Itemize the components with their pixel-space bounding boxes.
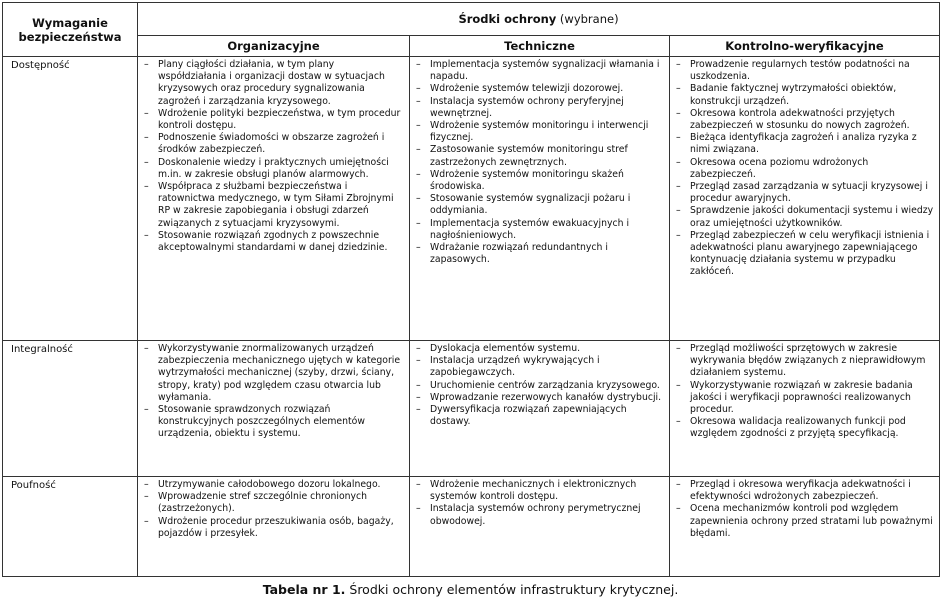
list-item-text: Sprawdzenie jakości dokumentacji systemu i wiedzy oraz umiejętności użytkowników. — [690, 205, 934, 229]
list-item-text: Instalacja systemów ochrony perymetrycznej obwodowej. — [430, 503, 641, 527]
table-header-row — [3, 3, 940, 36]
list-item-text: Ocena mechanizmów kontroli pod względem zapewnienia ochrony przed stratami lub poważnymi błędami. — [690, 503, 933, 539]
dash-marker: – — [416, 242, 421, 254]
dash-marker: – — [676, 59, 681, 70]
list-item — [670, 380, 935, 417]
organizational-cell — [138, 341, 410, 477]
dash-marker: – — [416, 83, 421, 95]
dash-marker: – — [144, 404, 149, 416]
dash-marker: – — [416, 503, 421, 515]
dash-marker: – — [676, 156, 681, 168]
list-item — [410, 120, 665, 144]
dash-marker: – — [676, 107, 681, 119]
list-item-text: Przegląd możliwości sprzętowych w zakresie wykrywania błędów związanych z nieprawidłowym działaniem systemu. — [690, 343, 926, 379]
control-cell — [670, 57, 940, 341]
list-item — [410, 169, 665, 193]
list-item — [410, 96, 665, 120]
list-item-text: Stosowanie sprawdzonych rozwiązań konstrukcyjnych poszczególnych elementów urządzenia, obiektu i systemu. — [158, 404, 365, 440]
list-item-text: Uruchomienie centrów zarządzania kryzysowego. — [430, 379, 660, 391]
dash-marker: – — [416, 144, 421, 156]
list-item-text: Wdrożenie systemów telewizji dozorowej. — [430, 83, 624, 95]
dash-marker: – — [676, 503, 681, 515]
dash-marker: – — [676, 205, 681, 217]
list-item — [138, 181, 405, 230]
list-item-text: Implementacja systemów ewakuacyjnych i nagłośnieniowych. — [430, 217, 630, 241]
list-item-text: Wykorzystywanie znormalizowanych urządzeń zabezpieczenia mechanicznego ujętych w kategorie wytrzymałości mechanicznej (szyby, drzwi, ściany, stropy, kraty) pod względem czasu otwarcia lub wyłamania. — [158, 343, 401, 403]
list-item-text: Plany ciągłości działania, w tym plany współdziałania i organizacji dostaw w sytuacjach kryzysowych oraz procedury sygnalizowania zagrożeń i zarządzania kryzysowego. — [158, 59, 385, 107]
table-caption — [0, 582, 941, 597]
technical-cell — [410, 57, 670, 341]
dash-marker: – — [416, 193, 421, 205]
list-item-text: Wdrożenie systemów monitoringu i interwencji fizycznej. — [430, 120, 649, 144]
header-measures-title: Środki ochrony — [458, 12, 557, 26]
dash-marker: – — [416, 343, 421, 354]
list-item-text: Podnoszenie świadomości w obszarze zagrożeń i środków zabezpieczeń. — [158, 132, 385, 156]
list-item — [138, 343, 405, 404]
list-item — [410, 404, 665, 428]
list-item-text: Dywersyfikacja rozwiązań zapewniających dostawy. — [430, 404, 627, 428]
dash-marker: – — [676, 416, 681, 428]
list-item — [138, 59, 405, 108]
dash-marker: – — [676, 83, 681, 95]
list-item — [670, 230, 935, 279]
list-item — [410, 59, 665, 83]
list-item — [410, 392, 665, 404]
list-item — [410, 242, 665, 266]
security-measures-table — [2, 2, 940, 577]
list-item-text: Doskonalenie wiedzy i praktycznych umiejętności m.in. w zakresie obsługi planów alarmowych. — [158, 156, 389, 180]
dash-marker: – — [416, 479, 421, 490]
list-item — [410, 503, 665, 527]
list-item — [138, 108, 405, 132]
list-item-text: Bieżąca identyfikacja zagrożeń i analiza ryzyka z nimi związana. — [690, 132, 917, 156]
dash-marker: – — [144, 515, 149, 527]
list-item — [410, 343, 665, 355]
list-item-text: Przegląd i okresowa weryfikacja adekwatności i efektywności wdrożonych zabezpieczeń. — [690, 479, 911, 503]
list-item-text: Wprowadzenie stref szczególnie chronionych (zastrzeżonych). — [158, 491, 368, 515]
list-item — [670, 157, 935, 181]
organizational-cell — [138, 477, 410, 577]
list-item — [138, 491, 405, 515]
dash-marker: – — [144, 132, 149, 144]
list-item — [670, 503, 935, 540]
table-row — [3, 477, 940, 577]
dash-marker: – — [144, 491, 149, 503]
caption-text: Środki ochrony elementów infrastruktury krytycznej. — [345, 582, 679, 597]
list-item — [670, 83, 935, 107]
list-item — [410, 144, 665, 168]
list-item-text: Utrzymywanie całodobowego dozoru lokalnego. — [158, 479, 381, 490]
header-control: Kontrolno-weryfikacyjne — [670, 36, 940, 57]
list-item — [670, 343, 935, 380]
list-item — [410, 83, 665, 95]
dash-marker: – — [144, 343, 149, 354]
list-item — [138, 479, 405, 491]
dash-marker: – — [676, 343, 681, 354]
caption-label: Tabela nr 1. — [262, 582, 346, 597]
list-item-text: Instalacja systemów ochrony peryferyjnej wewnętrznej. — [430, 95, 624, 119]
requirement-cell: Dostępność — [3, 57, 138, 341]
list-item-text: Przegląd zabezpieczeń w celu weryfikacji istnienia i adekwatności planu awaryjnego zapewniającego kontynuację działania systemu w przypadku zakłóceń. — [690, 229, 930, 278]
list-item — [138, 157, 405, 181]
list-item-text: Badanie faktycznej wytrzymałości obiektów, konstrukcji urządzeń. — [690, 83, 897, 107]
dash-marker: – — [416, 379, 421, 391]
header-requirement: Wymaganie bezpieczeństwa — [3, 3, 138, 57]
header-measures-suffix: (wybrane) — [556, 12, 619, 26]
list-item-text: Okresowa walidacja realizowanych funkcji pod względem zgodności z przyjętą specyfikacją. — [690, 416, 906, 440]
list-item — [670, 479, 935, 503]
list-item — [410, 355, 665, 379]
technical-cell — [410, 477, 670, 577]
list-item — [410, 479, 665, 503]
dash-marker: – — [144, 59, 149, 70]
list-item — [138, 230, 405, 254]
table-row — [3, 341, 940, 477]
list-item-text: Wykorzystywanie rozwiązań w zakresie badania jakości i weryfikacji poprawności realizowanych procedur. — [690, 379, 913, 416]
header-technical: Techniczne — [410, 36, 670, 57]
list-item-text: Instalacja urządzeń wykrywających i zapobiegawczych. — [430, 355, 600, 379]
dash-marker: – — [676, 379, 681, 391]
dash-marker: – — [416, 355, 421, 367]
requirement-cell: Integralność — [3, 341, 138, 477]
dash-marker: – — [144, 156, 149, 168]
dash-marker: – — [676, 181, 681, 193]
dash-marker: – — [416, 391, 421, 403]
list-item-text: Stosowanie systemów sygnalizacji pożaru i oddymiania. — [430, 193, 631, 217]
dash-marker: – — [144, 229, 149, 241]
list-item-text: Przegląd zasad zarządzania w sytuacji kryzysowej i procedur awaryjnych. — [690, 181, 928, 205]
list-item-text: Wdrożenie polityki bezpieczeństwa, w tym procedur kontroli dostępu. — [158, 107, 401, 132]
dash-marker: – — [416, 59, 421, 70]
list-item-text: Prowadzenie regularnych testów podatności na uszkodzenia. — [690, 59, 910, 83]
dash-marker: – — [676, 229, 681, 241]
dash-marker: – — [144, 107, 149, 119]
table-subheader-row — [3, 36, 940, 57]
header-organizational: Organizacyjne — [138, 36, 410, 57]
list-item — [138, 404, 405, 441]
dash-marker: – — [676, 132, 681, 144]
list-item-text: Wdrożenie procedur przeszukiwania osób, bagaży, pojazdów i przesyłek. — [158, 515, 394, 539]
list-item — [670, 132, 935, 156]
list-item — [410, 218, 665, 242]
dash-marker: – — [416, 120, 421, 132]
list-item — [670, 416, 935, 440]
list-item-text: Wdrożenie mechanicznych i elektronicznych systemów kontroli dostępu. — [430, 479, 637, 503]
organizational-cell — [138, 57, 410, 341]
list-item — [670, 205, 935, 229]
control-cell — [670, 341, 940, 477]
list-item-text: Wdrożenie systemów monitoringu skażeń środowiska. — [430, 168, 624, 193]
dash-marker: – — [416, 95, 421, 107]
dash-marker: – — [416, 404, 421, 416]
list-item-text: Zastosowanie systemów monitoringu stref zastrzeżonych zewnętrznych. — [430, 144, 628, 168]
requirement-cell: Poufność — [3, 477, 138, 577]
list-item-text: Implementacja systemów sygnalizacji włamania i napadu. — [430, 59, 660, 83]
dash-marker: – — [416, 217, 421, 229]
list-item-text: Wprowadzanie rezerwowych kanałów dystrybucji. — [430, 391, 662, 403]
dash-marker: – — [144, 181, 149, 193]
list-item — [670, 181, 935, 205]
list-item-text: Stosowanie rozwiązań zgodnych z powszechnie akceptowalnymi standardami w danej dziedzinie. — [158, 229, 388, 254]
dash-marker: – — [416, 168, 421, 180]
list-item-text: Dyslokacja elementów systemu. — [430, 343, 581, 354]
control-cell — [670, 477, 940, 577]
list-item — [670, 59, 935, 83]
list-item — [138, 516, 405, 540]
list-item — [670, 108, 935, 132]
list-item-text: Okresowa kontrola adekwatności przyjętych zabezpieczeń w stosunku do nowych zagrożeń. — [690, 107, 910, 132]
header-measures — [138, 3, 940, 36]
table-row — [3, 57, 940, 341]
list-item-text: Współpraca z służbami bezpieczeństwa i ratownictwa medycznego, w tym Siłami Zbrojnymi RP w zakresie zapobiegania i obsługi zdarzeń związanych z sytuacjami kryzysowymi. — [158, 181, 394, 229]
dash-marker: – — [144, 479, 149, 490]
technical-cell — [410, 341, 670, 477]
list-item-text: Okresowa ocena poziomu wdrożonych zabezpieczeń. — [690, 156, 869, 180]
list-item-text: Wdrażanie rozwiązań redundantnych i zapasowych. — [430, 242, 608, 266]
list-item — [410, 380, 665, 392]
list-item — [410, 193, 665, 217]
dash-marker: – — [676, 479, 681, 490]
list-item — [138, 132, 405, 156]
